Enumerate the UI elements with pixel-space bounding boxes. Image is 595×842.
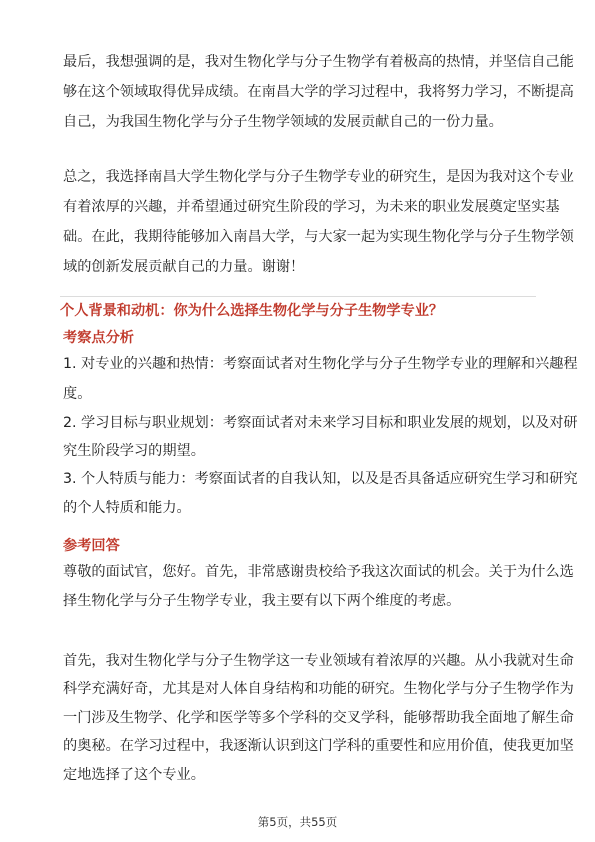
analysis-point-line: 的个人特质和能力。 (63, 500, 191, 516)
closing-paragraph-2-line: 域的创新发展贡献自己的力量。谢谢！ (63, 259, 305, 275)
analysis-point-line: 度。 (63, 386, 92, 402)
closing-paragraph-1-line: 最后，我想强调的是，我对生物化学与分子生物学有着极高的热情，并坚信自己能 (63, 54, 574, 70)
answer-intro-line: 尊敬的面试官，您好。首先，非常感谢贵校给予我这次面试的机会。关于为什么选 (63, 564, 574, 580)
answer-heading: 参考回答 (63, 538, 120, 554)
answer-body-line: 科学充满好奇，尤其是对人体自身结构和功能的研究。生物化学与分子生物学作为 (63, 681, 574, 697)
answer-body-line: 的奥秘。在学习过程中，我逐渐认识到这门学科的重要性和应用价值，使我更加坚 (63, 738, 574, 754)
analysis-heading: 考察点分析 (63, 330, 134, 346)
answer-intro-line: 择生物化学与分子生物学专业，我主要有以下两个维度的考虑。 (63, 593, 461, 609)
answer-body-line: 一门涉及生物学、化学和医学等多个学科的交叉学科，能够帮助我全面地了解生命 (63, 710, 574, 726)
answer-body-line: 首先，我对生物化学与分子生物学这一专业领域有着浓厚的兴趣。从小我就对生命 (63, 653, 574, 669)
question-title: 个人背景和动机：你为什么选择生物化学与分子生物学专业？ (60, 303, 444, 319)
closing-paragraph-2-line: 有着浓厚的兴趣，并希望通过研究生阶段的学习，为未来的职业发展奠定坚实基 (63, 199, 560, 215)
closing-paragraph-2-line: 础。在此，我期待能够加入南昌大学，与大家一起为实现生物化学与分子生物学领 (63, 229, 574, 245)
closing-paragraph-1-line: 自己，为我国生物化学与分子生物学领域的发展贡献自己的一份力量。 (63, 114, 503, 130)
page-number: 第5页，共55页 (257, 815, 338, 829)
analysis-point-line: 究生阶段学习的期望。 (63, 443, 205, 459)
analysis-point-line: 1. 对专业的兴趣和热情：考察面试者对生物化学与分子生物学专业的理解和兴趣程 (63, 356, 578, 372)
analysis-point-line: 2. 学习目标与职业规划：考察面试者对未来学习目标和职业发展的规划，以及对研 (63, 415, 578, 431)
closing-paragraph-1-line: 够在这个领域取得优异成绩。在南昌大学的学习过程中，我将努力学习，不断提高 (63, 84, 574, 100)
section-divider (60, 296, 536, 297)
analysis-point-line: 3. 个人特质与能力：考察面试者的自我认知，以及是否具备适应研究生学习和研究 (63, 471, 578, 487)
closing-paragraph-2-line: 总之，我选择南昌大学生物化学与分子生物学专业的研究生，是因为我对这个专业 (63, 169, 574, 185)
answer-body-line: 定地选择了这个专业。 (63, 767, 205, 783)
